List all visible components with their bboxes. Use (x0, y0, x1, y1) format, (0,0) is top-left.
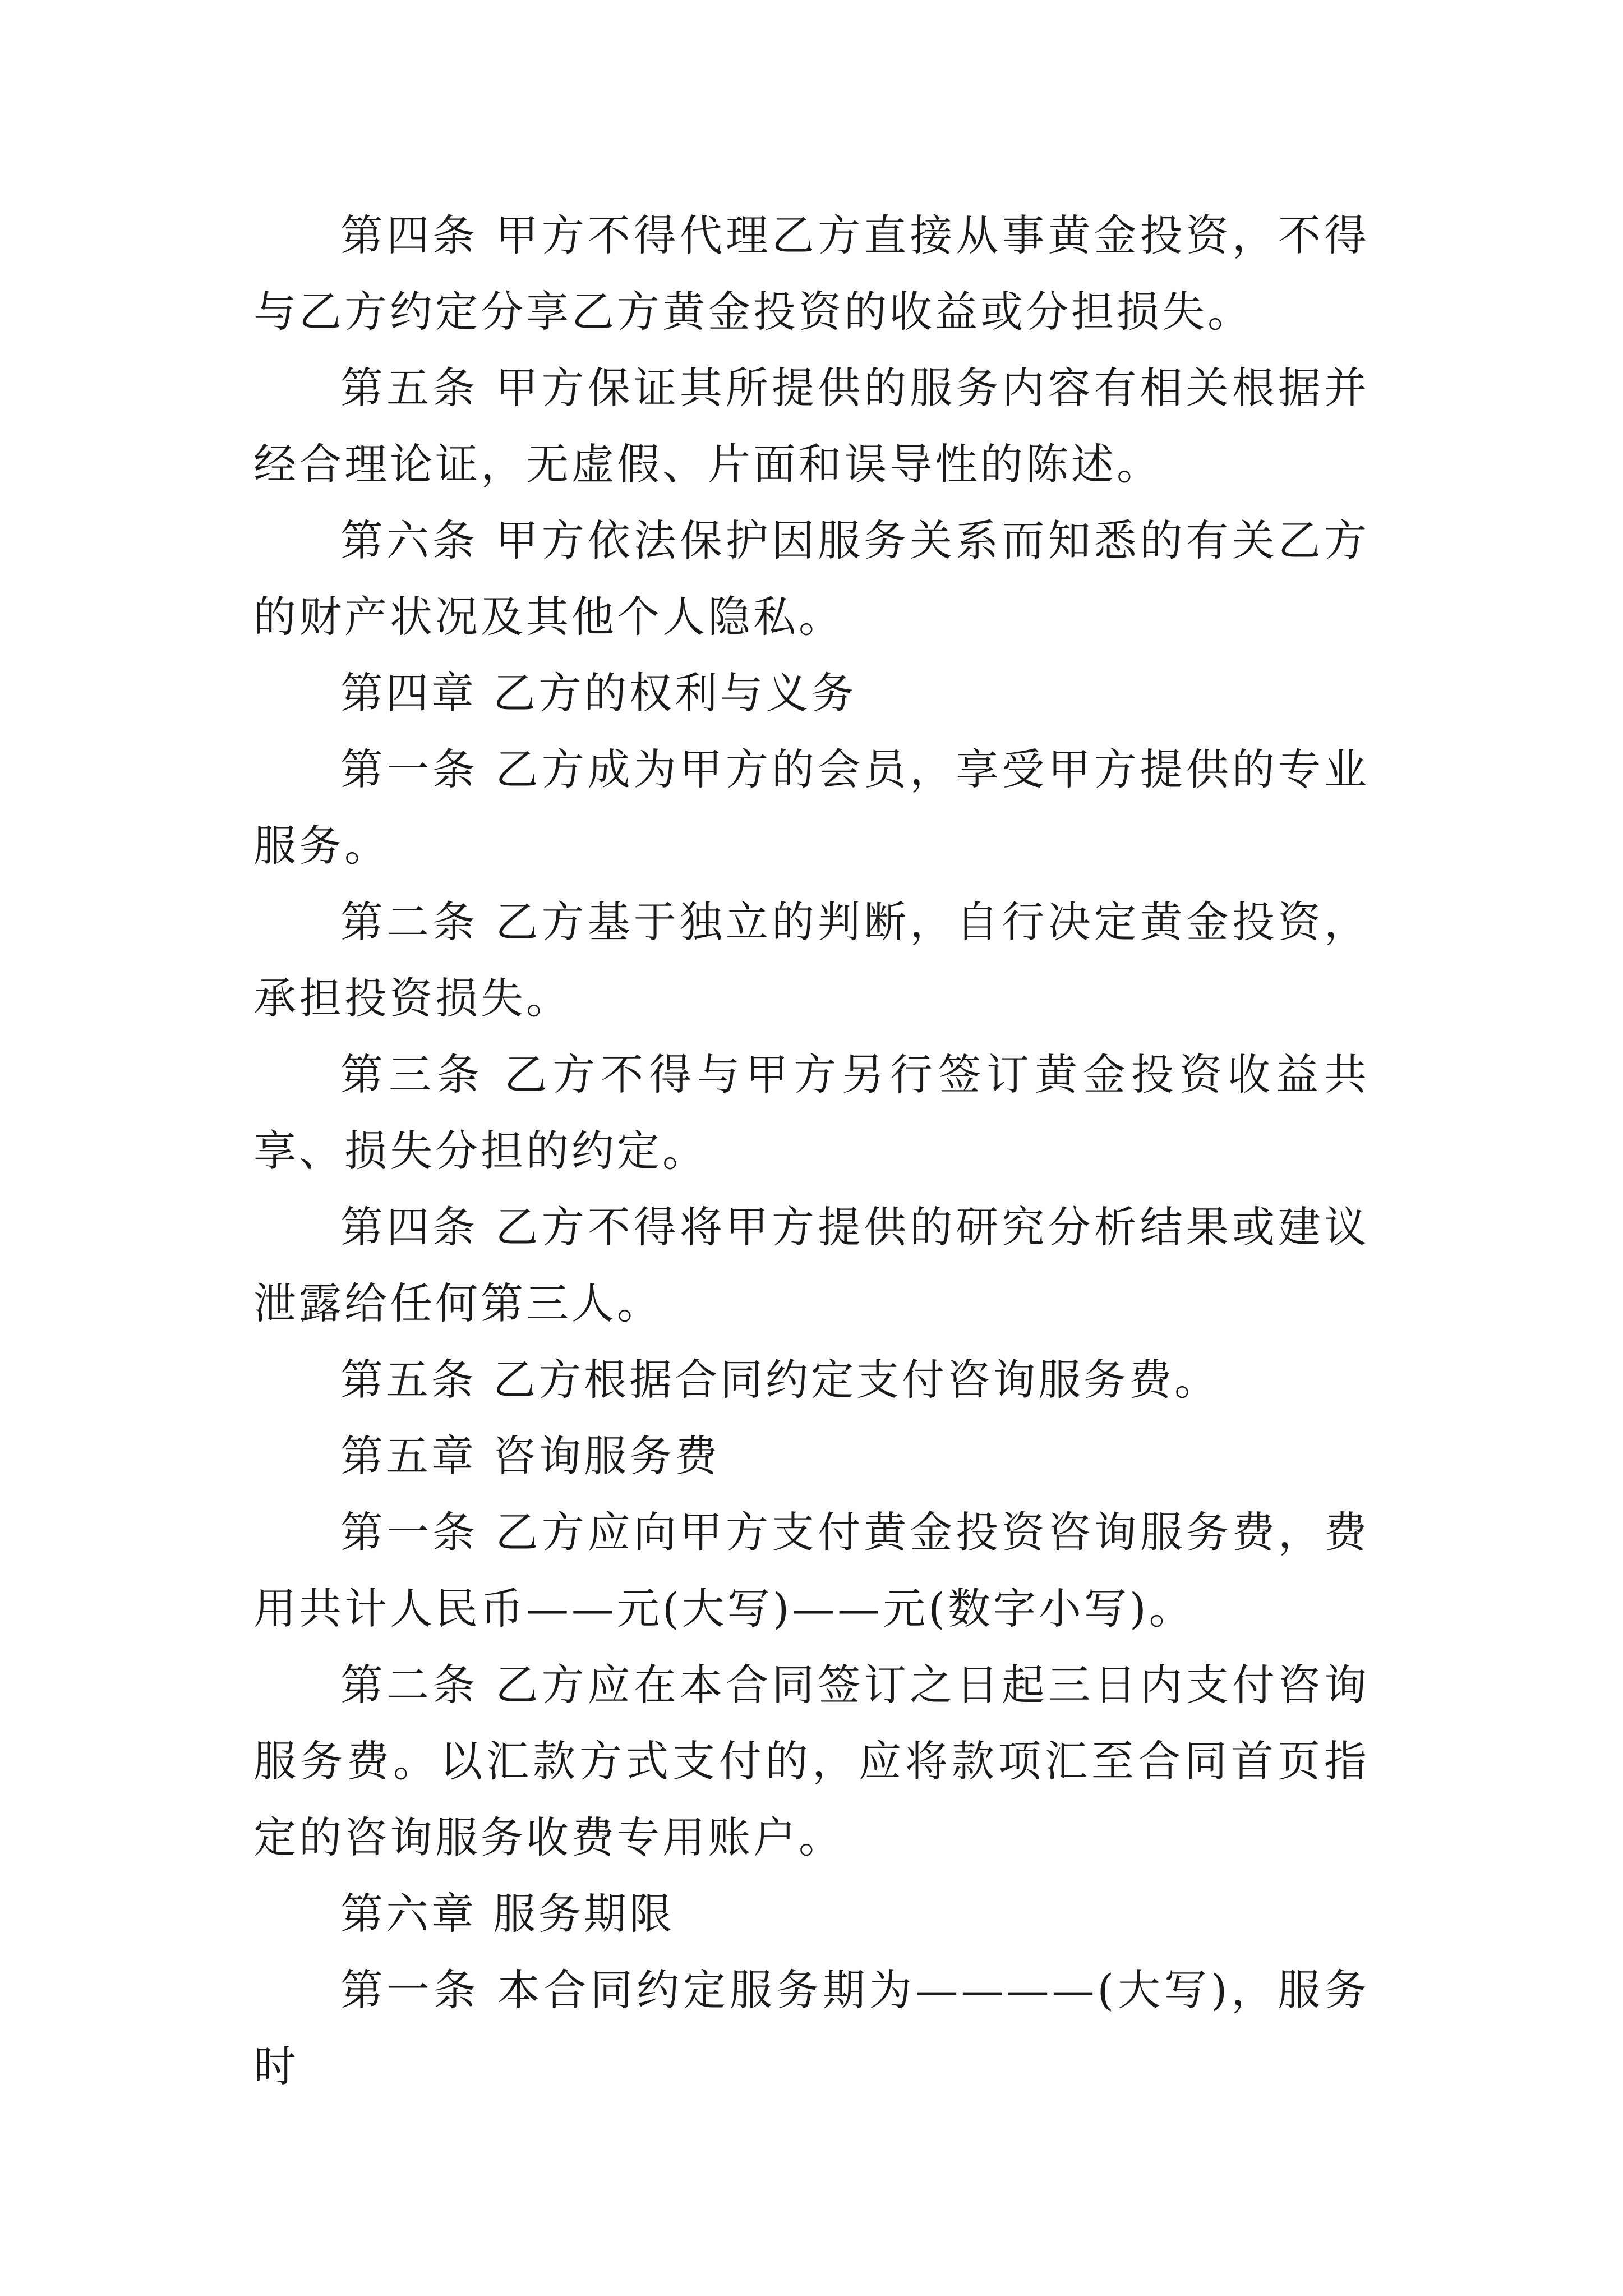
chapter-5-heading: 第五章 咨询服务费 (340, 1431, 721, 1481)
chapter-4-heading: 第四章 乙方的权利与义务 (340, 668, 857, 718)
document-body (253, 197, 1370, 2105)
article-4-party-a-no-agency: 第四条 甲方不得代理乙方直接从事黄金投资，不得与乙方约定分享乙方黄金投资的收益或分担损失。 (253, 210, 1370, 337)
article-2-fee-payment: 第二条 乙方应在本合同签订之日起三日内支付咨询服务费。以汇款方式支付的，应将款项汇至合同首页指定的咨询服务收费专用账户。 (253, 1660, 1370, 1862)
article-1-fee-amount: 第一条 乙方应向甲方支付黄金投资咨询服务费，费用共计人民币——元(大写)——元(数字小写)。 (253, 1507, 1370, 1634)
article-3-party-b-no-sharing: 第三条 乙方不得与甲方另行签订黄金投资收益共享、损失分担的约定。 (253, 1050, 1370, 1176)
article-2-party-b-independent: 第二条 乙方基于独立的判断，自行决定黄金投资，承担投资损失。 (253, 897, 1370, 1023)
article-1-party-b-member: 第一条 乙方成为甲方的会员，享受甲方提供的专业服务。 (253, 744, 1370, 871)
chapter-6-heading: 第六章 服务期限 (340, 1889, 675, 1939)
article-5-party-b-payment: 第五条 乙方根据合同约定支付咨询服务费。 (340, 1355, 1220, 1405)
article-5-party-a-guarantee: 第五条 甲方保证其所提供的服务内容有相关根据并经合理论证，无虚假、片面和误导性的陈述。 (253, 363, 1370, 489)
article-4-party-b-confidential: 第四条 乙方不得将甲方提供的研究分析结果或建议泄露给任何第三人。 (253, 1202, 1370, 1328)
article-1-service-term: 第一条 本合同约定服务期为————(大写)，服务时 (253, 1965, 1370, 2091)
article-6-party-a-privacy: 第六条 甲方依法保护因服务关系而知悉的有关乙方的财产状况及其他个人隐私。 (253, 516, 1370, 642)
